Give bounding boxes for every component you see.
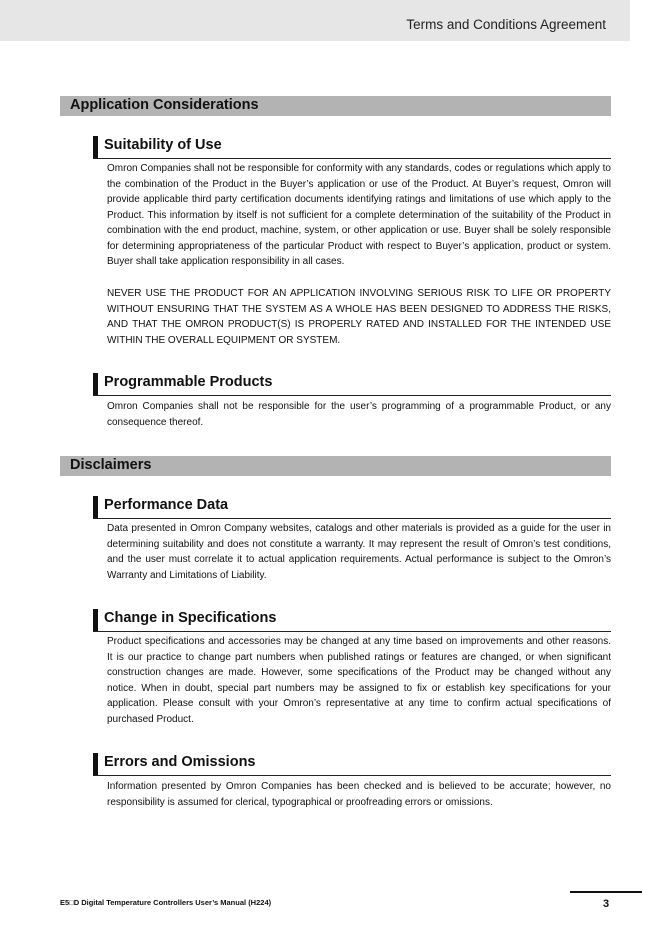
suitability-body: Omron Companies shall not be responsible for conformity with any standards, codes or regulations which apply to the combination of the Product in the Buyer’s application or use of the Product. At Buyer’s request, Omron will provide applicable third party certification documents identifying ratings and limitations of use which apply to the Product. This information by itself is not sufficient for a complete determination of the suitability of the Product in combination with the end product, machine, system, or other application or use. Buyer shall be solely responsible for determining appropriateness of the particular Product with respect to Buyer’s application, product or system. Buyer shall take application responsibility in all cases. (107, 163, 611, 267)
page-header (0, 0, 630, 41)
suitability-warning: NEVER USE THE PRODUCT FOR AN APPLICATION INVOLVING SERIOUS RISK TO LIFE OR PROPERTY WITHOUT ENSURING THAT THE SYSTEM AS A WHOLE HAS BEEN DESIGNED TO ADDRESS THE RISKS, AND THAT THE OMRON PRODUCT(S) IS PROPERLY RATED AND INSTALLED FOR THE INTENDED USE WITHIN THE OVERALL EQUIPMENT OR SYSTEM. (107, 288, 611, 346)
heading-text: Change in Specifications (104, 610, 277, 626)
heading-marker (93, 136, 98, 158)
heading-marker (93, 753, 98, 775)
section-application-considerations (60, 96, 611, 116)
performance-body: Data presented in Omron Company websites, catalogs and other materials is provided as a guide for the user in determining suitability and does not constitute a warranty. It may represent the result of Omron’s test conditions, and the user must correlate it to actual application requirements. Actual performance is subject to the Omron’s Warranty and Limitations of Liability. (107, 523, 611, 581)
heading-marker (93, 373, 98, 395)
heading-change-in-specifications (93, 609, 611, 632)
heading-text: Suitability of Use (104, 137, 222, 153)
heading-text: Performance Data (104, 497, 229, 513)
footer-rule (570, 891, 642, 893)
footer-manual-title: E5□D Digital Temperature Controllers User’s Manual (H224) (60, 898, 272, 907)
heading-performance-data (93, 496, 611, 519)
heading-text: Programmable Products (104, 374, 273, 390)
heading-marker (93, 609, 98, 631)
programmable-body: Omron Companies shall not be responsible for the user’s programming of a programmable Product, or any consequence thereof. (107, 401, 611, 428)
heading-text: Errors and Omissions (104, 754, 256, 770)
section-title: Application Considerations (70, 97, 259, 113)
header-title: Terms and Conditions Agreement (406, 17, 606, 32)
heading-errors-and-omissions (93, 753, 611, 776)
errors-body: Information presented by Omron Companies has been checked and is believed to be accurate; however, no responsibility is assumed for clerical, typographical or proofreading errors or omissions. (107, 781, 611, 808)
heading-programmable-products (93, 373, 611, 396)
page-number: 3 (603, 898, 610, 910)
heading-marker (93, 496, 98, 518)
heading-suitability-of-use (93, 136, 611, 159)
section-title: Disclaimers (70, 457, 152, 473)
specifications-body: Product specifications and accessories may be changed at any time based on improvements and other reasons. It is our practice to change part numbers when published ratings or features are changed, or when significant construction changes are made. However, some specifications of the Product may be changed without any notice. When in doubt, special part numbers may be assigned to fix or establish key specifications for your application. Please consult with your Omron’s representative at any time to confirm actual specifications of purchased Product. (107, 636, 611, 725)
section-disclaimers (60, 456, 611, 476)
